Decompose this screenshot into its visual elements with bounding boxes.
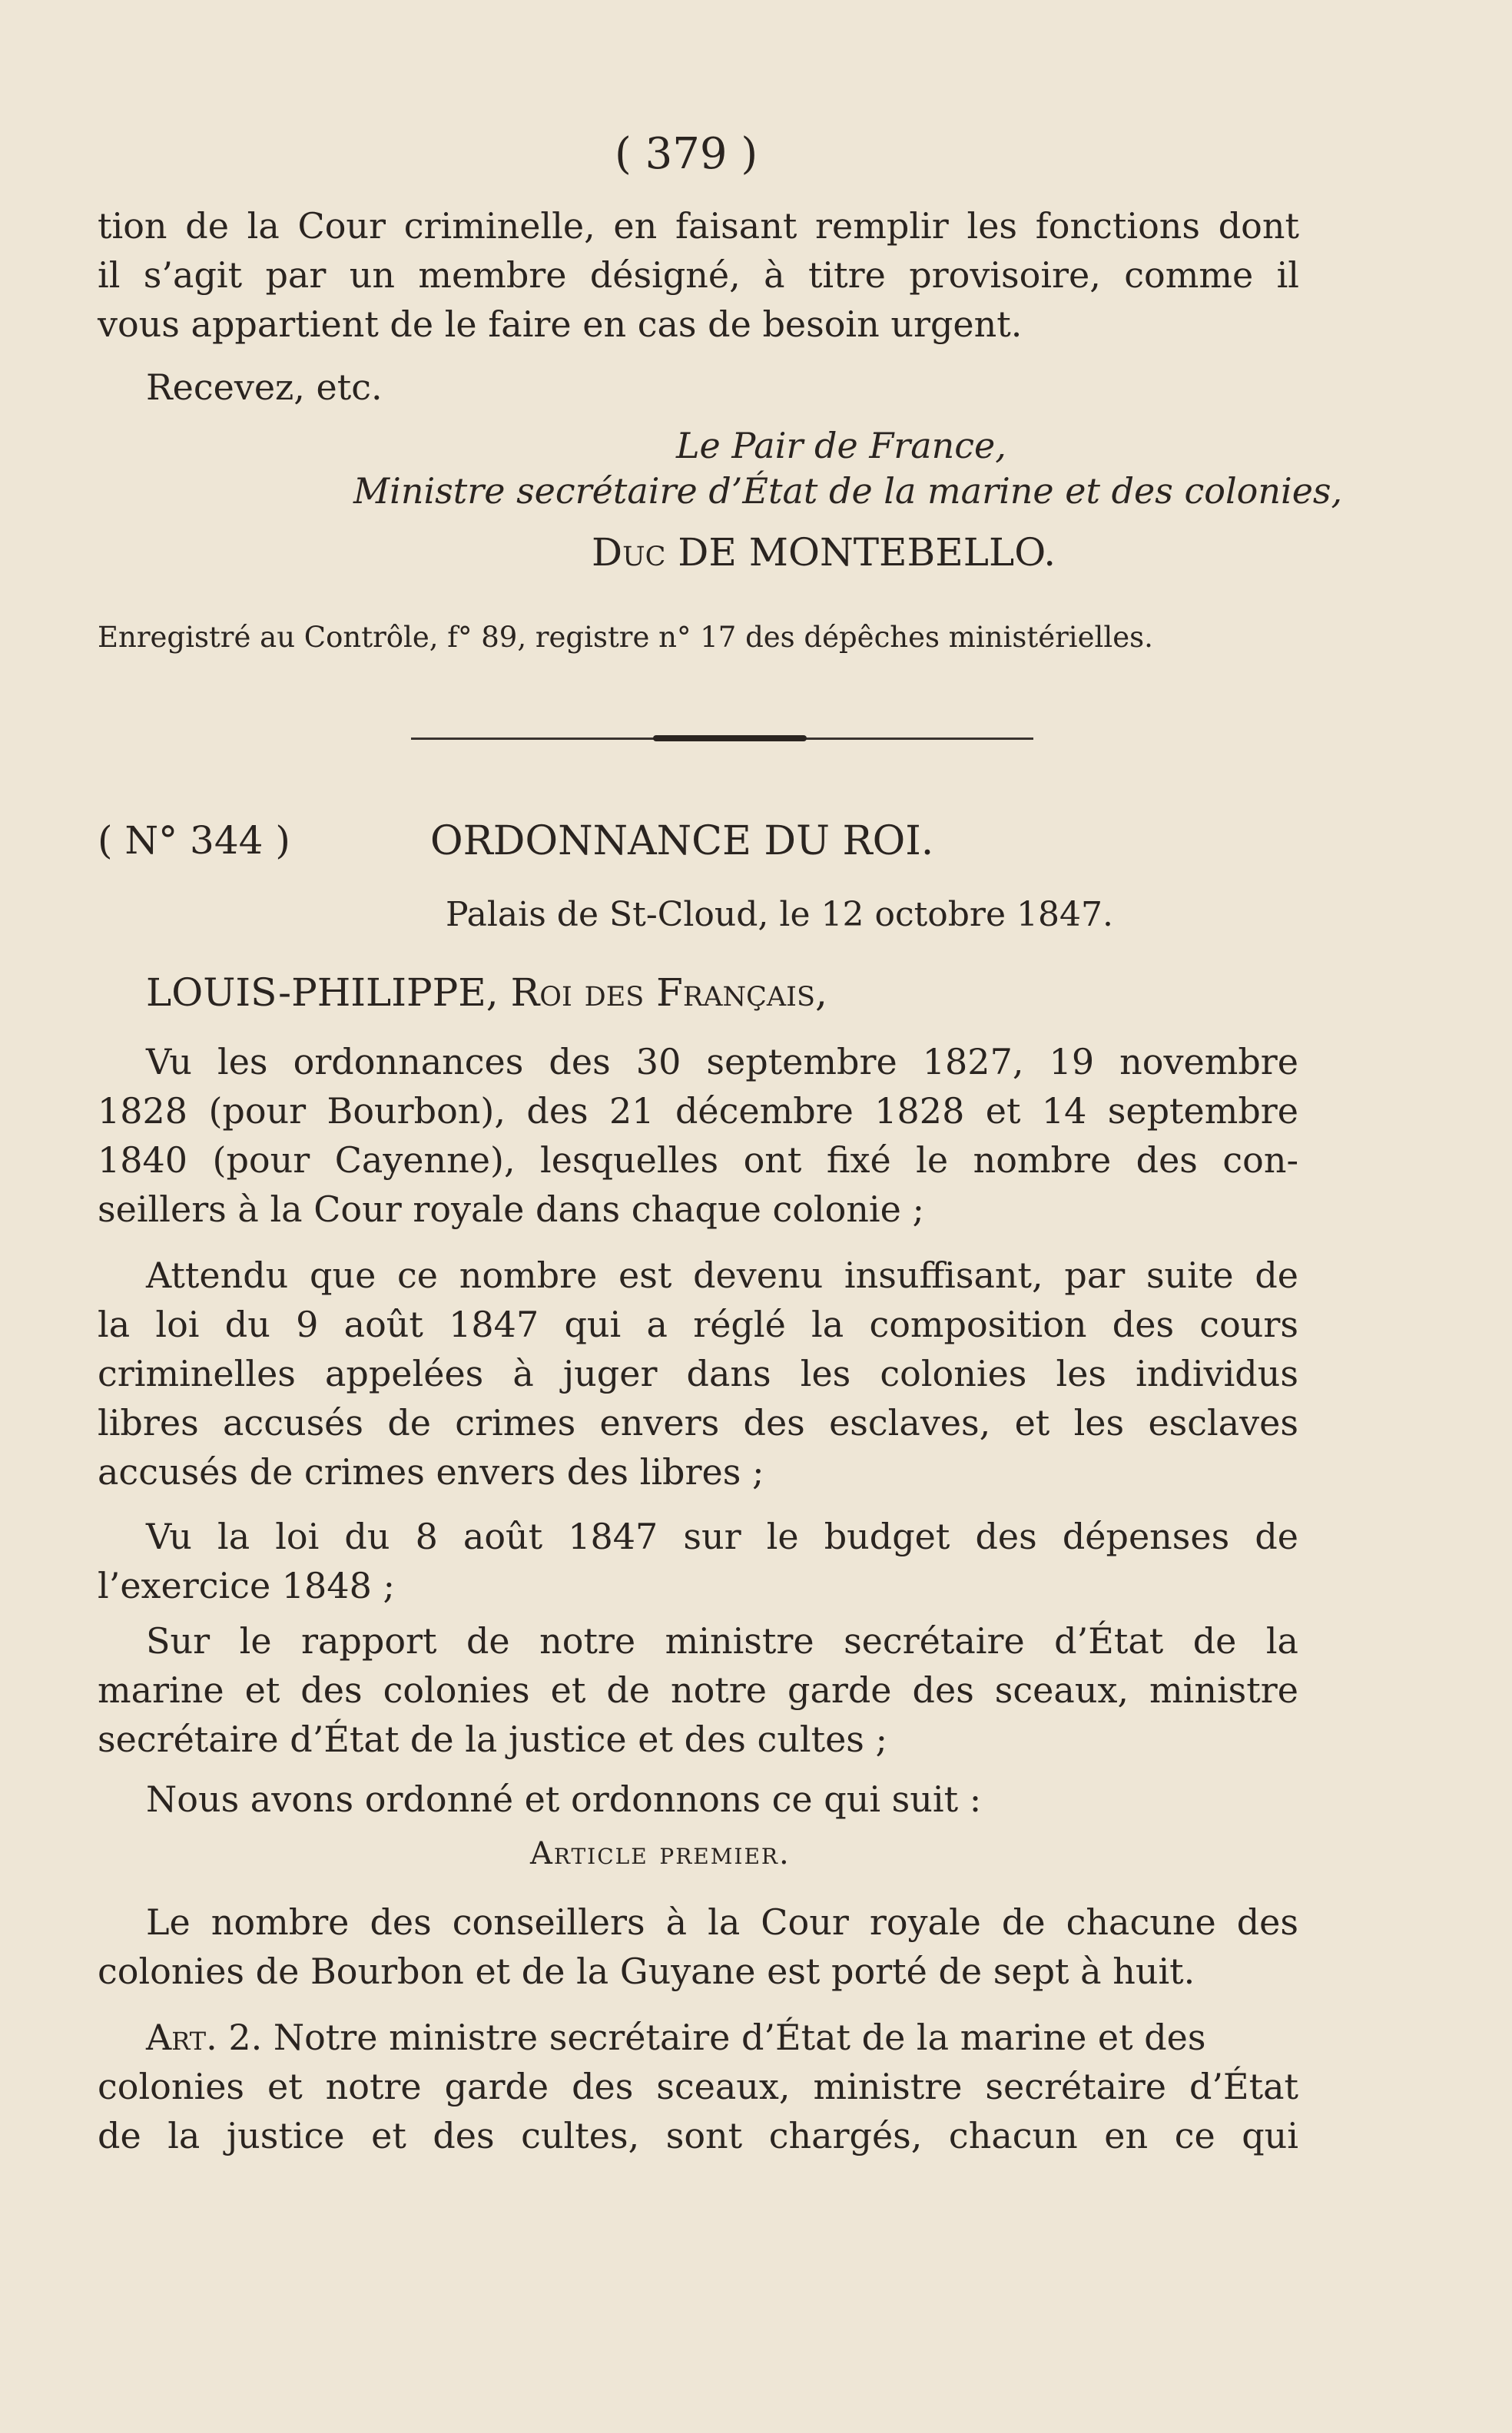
page-number: ( 379 ) <box>615 129 758 179</box>
text-line: libres accusés de crimes envers des esclaves, et les esclaves <box>98 1402 1298 1444</box>
signature-name-main: DE MONTEBELLO. <box>678 530 1056 575</box>
text-line: criminelles appelées à juger dans les colonies les individus <box>98 1353 1298 1394</box>
text-line: Sur le rapport de notre ministre secrétaire d’État de la <box>146 1620 1298 1662</box>
king-title: Roi des Français, <box>510 970 827 1015</box>
signature-title-line1: Le Pair de France, <box>676 425 1006 466</box>
text-line: l’exercice 1848 ; <box>98 1565 395 1606</box>
ordonnance-title: ORDONNANCE DU ROI. <box>430 818 934 864</box>
text-line: Vu les ordonnances des 30 septembre 1827, 19 novembre <box>146 1041 1298 1082</box>
text-line: colonies de Bourbon et de la Guyane est porté de sept à huit. <box>98 1951 1195 1992</box>
text-line: de la justice et des cultes, sont chargés, chacun en ce qui <box>98 2115 1298 2156</box>
text-line: marine et des colonies et de notre garde des sceaux, ministre <box>98 1669 1298 1711</box>
text-line: 1840 (pour Cayenne), lesquelles ont fixé le nombre des con- <box>98 1139 1298 1181</box>
article2-text: Notre ministre secrétaire d’État de la marine et des <box>273 2017 1206 2058</box>
text-line: 1828 (pour Bourbon), des 21 décembre 1828 et 14 septembre <box>98 1090 1298 1132</box>
article2-label: Art. 2. <box>146 2017 263 2058</box>
text-line: Attendu que ce nombre est devenu insuffisant, par suite de <box>146 1255 1298 1296</box>
text-line: seillers à la Cour royale dans chaque colonie ; <box>98 1188 924 1230</box>
registration-note: Enregistré au Contrôle, f° 89, registre n° 17 des dépêches ministérielles. <box>98 621 1153 654</box>
king-name: LOUIS-PHILIPPE, <box>146 970 499 1015</box>
text-line: Vu la loi du 8 août 1847 sur le budget des dépenses de <box>146 1516 1298 1557</box>
place-date: Palais de St-Cloud, le 12 octobre 1847. <box>446 895 1113 934</box>
text-line: secrétaire d’État de la justice et des cultes ; <box>98 1719 888 1760</box>
text-line: il s’agit par un membre désigné, à titre provisoire, comme il <box>98 254 1299 296</box>
salutation: Recevez, etc. <box>146 366 383 408</box>
signature-title-line2: Ministre secrétaire d’État de la marine et des colonies, <box>353 470 1343 512</box>
text-line: la loi du 9 août 1847 qui a réglé la composition des cours <box>98 1304 1298 1345</box>
signature-name <box>592 530 1056 575</box>
text-line: vous appartient de le faire en cas de besoin urgent. <box>98 303 1023 345</box>
article-heading: Article premier. <box>530 1836 791 1871</box>
section-divider-ornament <box>653 735 807 741</box>
decree-intro: Nous avons ordonné et ordonnons ce qui suit : <box>146 1778 982 1820</box>
text-line: accusés de crimes envers des libres ; <box>98 1451 764 1493</box>
article2-first-line <box>146 2013 1206 2062</box>
ordonnance-number: ( N° 344 ) <box>98 818 290 863</box>
signature-name-prefix: Duc <box>592 530 666 575</box>
king-line <box>146 970 827 1015</box>
text-line: Le nombre des conseillers à la Cour royale de chacune des <box>146 1901 1298 1943</box>
text-line: colonies et notre garde des sceaux, ministre secrétaire d’État <box>98 2066 1298 2107</box>
text-line: tion de la Cour criminelle, en faisant remplir les fonctions dont <box>98 205 1299 247</box>
